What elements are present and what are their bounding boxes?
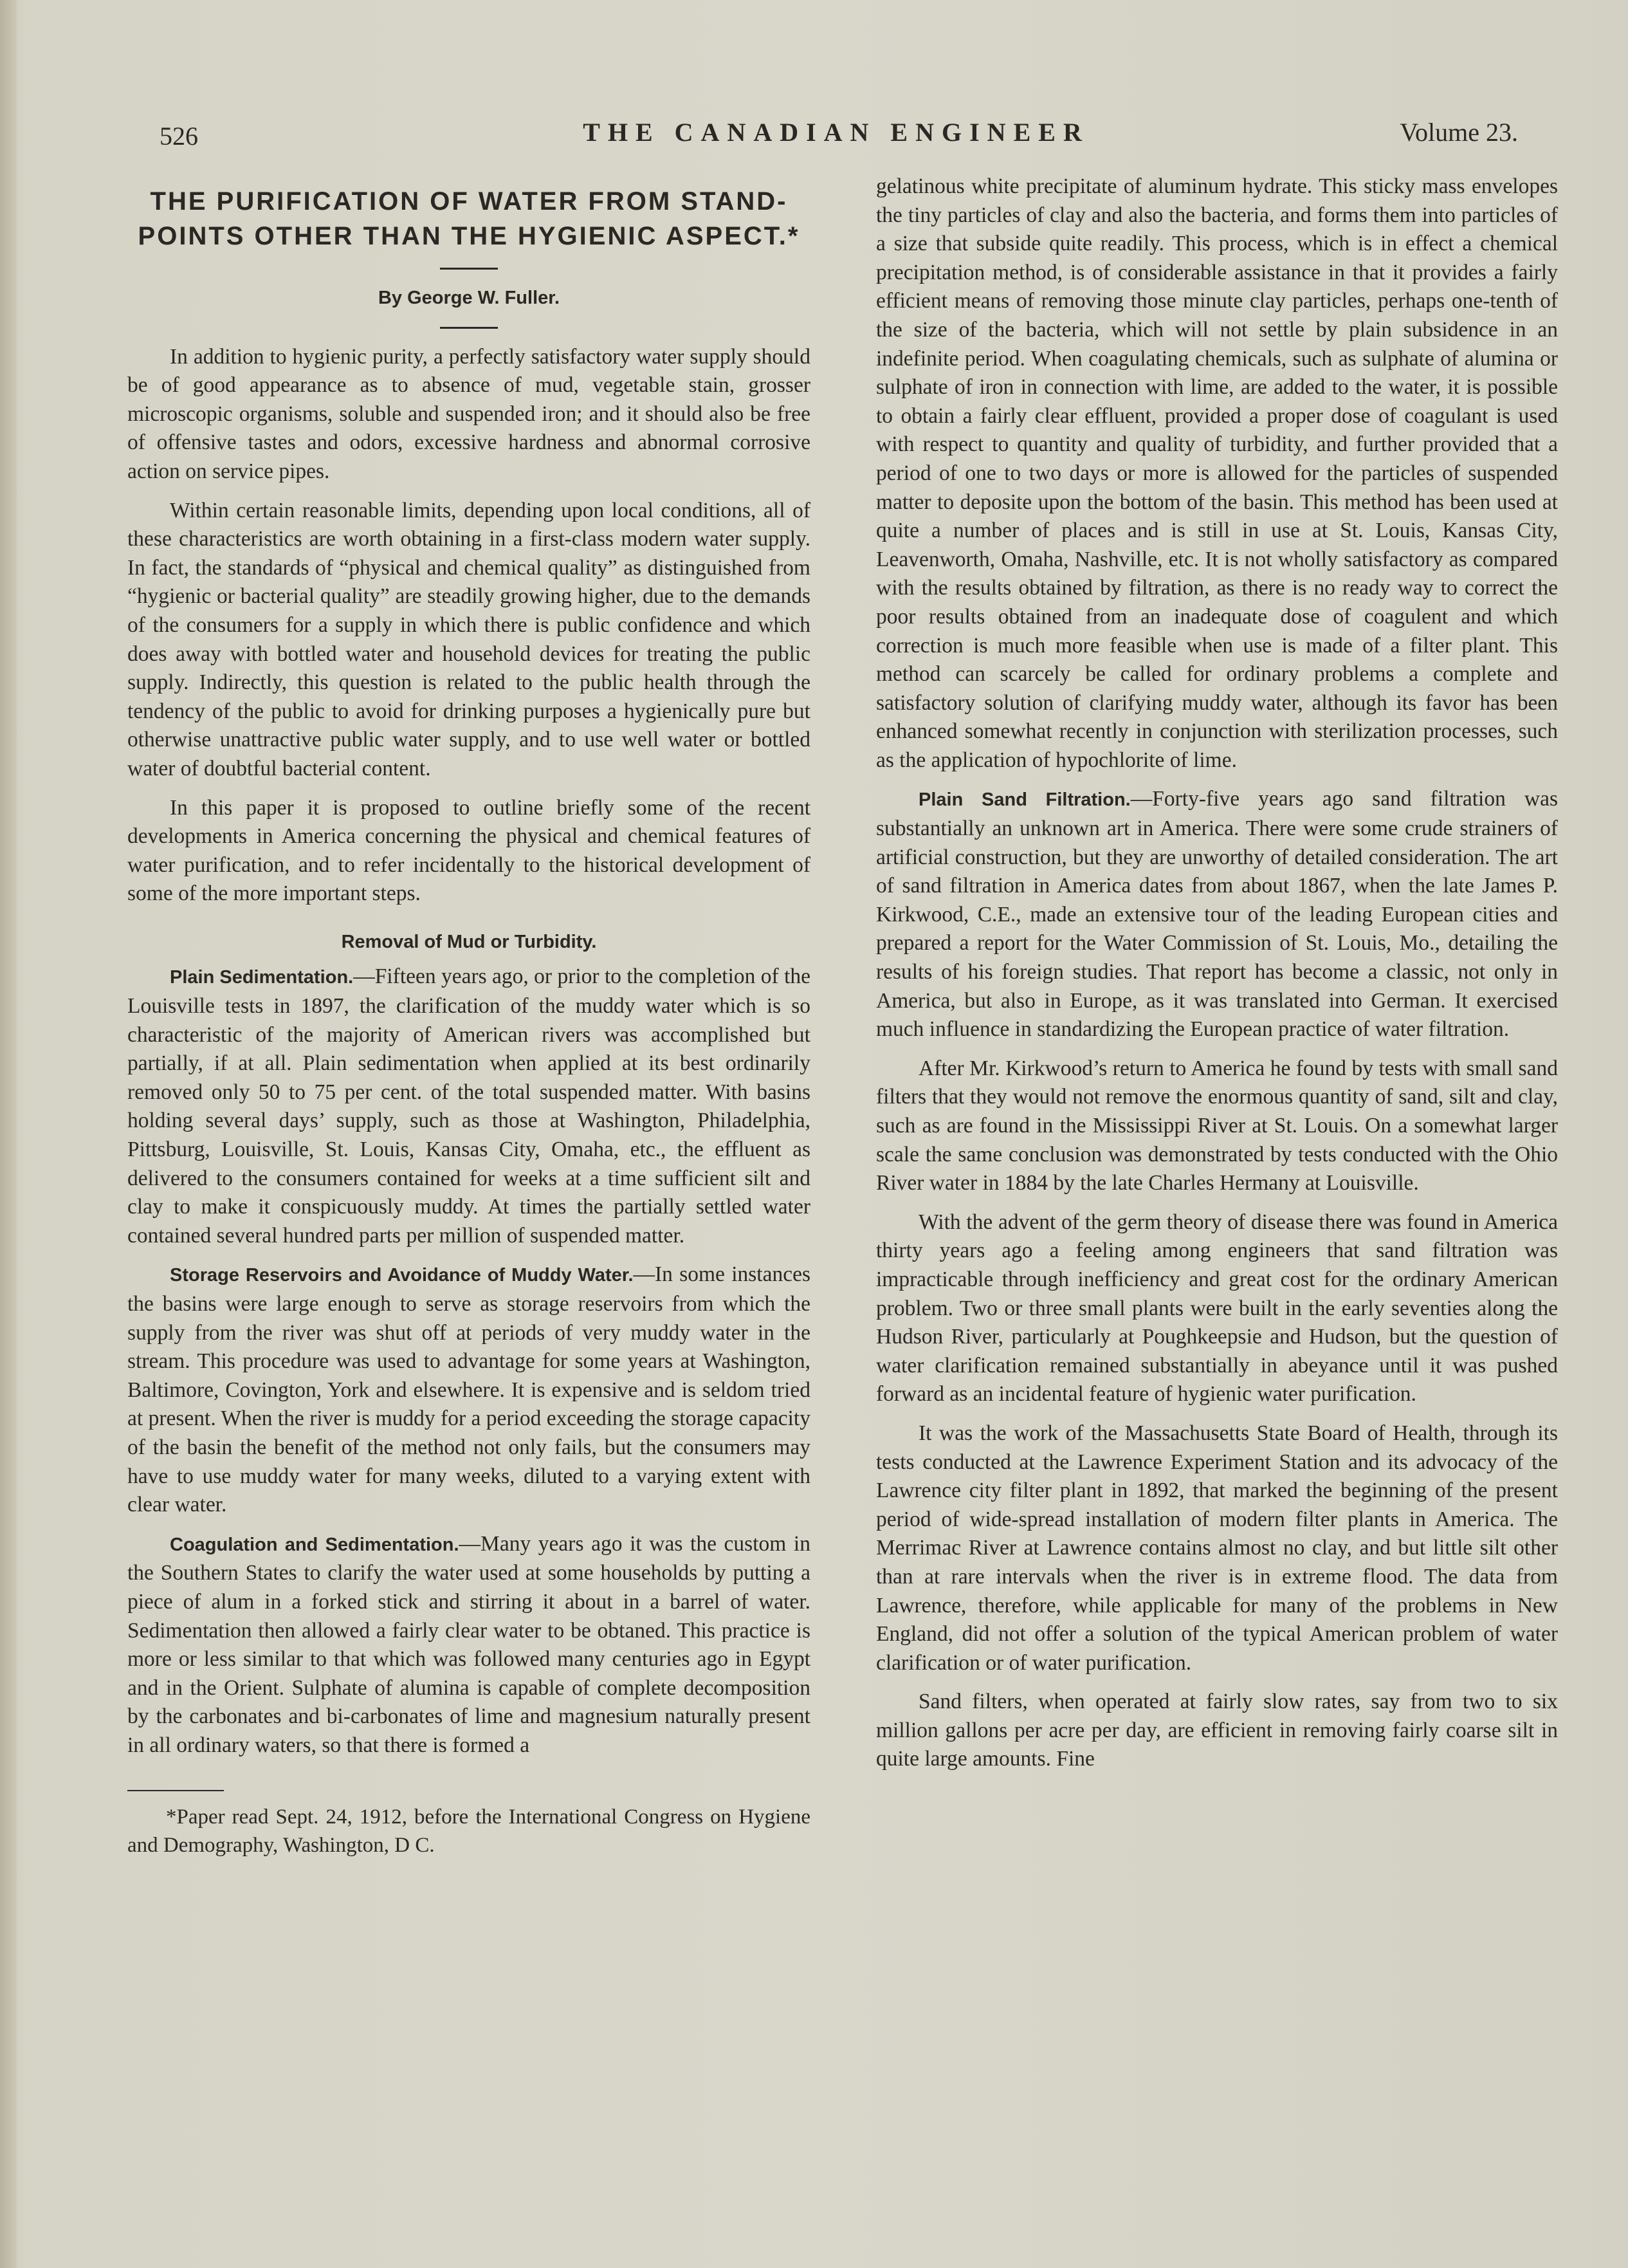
title-rule [440,268,498,270]
intro-paragraph-3: In this paper it is proposed to outline briefly some of the recent developments in America concerning the physical and chemical features of water purification, and to refer incidentally to the historical development of some of the more important steps. [127,795,810,906]
plain-sedimentation-head: Plain Sedimentation. [170,967,354,988]
running-head [154,115,1518,153]
sand-filtration-text: —Forty-five years ago sand filtration was substantially an unknown art in America. There were some crude strainers of artificial construction, but they are unworthy of detailed consideration. The art of sand filtration in America dates from about 1867, when the late James P. Kirkwood, C.E., made an extensive tour of the leading European cities and prepared a report for the Water Commission of St. Louis, Mo., detailing the results of his foreign studies. That report has become a classic, not only in America, but also in Europe, as it was translated into German. It exercised much influence in standardizing the European practice of water filtration. [876,787,1558,1042]
storage-head: Storage Reservoirs and Avoidance of Muddy Water. [170,1265,634,1286]
intro-paragraph-2: Within certain reasonable limits, depending upon local conditions, all of these characteristics are worth obtaining in a first-class modern water supply. In fact, the standards of “physical and chemical quality” as distinguished from “hygienic or bacterial quality” are steadily growing higher, due to the demands of the consumers for a supply in which there is public confidence and which does away with bottled water and household devices for treating the public supply. Indirectly, this question is related to the public health through the tendency of the public to avoid for drinking purposes a hygienically pure but otherwise unattractive public water supply, and to use well water or bottled water of doubtful bacterial content. [127,498,810,780]
footnote: *Paper read Sept. 24, 1912, before the International Congress on Hygiene and Demography, Washington, D C. [127,1805,810,1857]
right-column [876,172,1558,1774]
right-paragraph-2: With the advent of the germ theory of disease there was found in America thirty years ago a feeling among engineers that sand filtration was impracticable through inefficiency and great cost for the ordinary American problem. Two or three small plants were built in the early seventies along the Hudson River, particularly at Poughkeepsie and Hudson, but the question of water clarification remained substantially in abeyance until it was pushed forward as an incidental feature of hygienic water purification. [876,1210,1558,1406]
sand-filtration-paragraph [876,785,1558,1044]
coagulation-text: —Many years ago it was the custom in the Southern States to clarify the water used at some households by putting a piece of alum in a forked stick and stirring it about in a barrel of water. Sedimentation then allowed a fairly clear water to be obtaned. This practice is more or less similar to that which was followed many centuries ago in Egypt and in the Orient. Sulphate of alumina is capable of complete decomposition by the carbonates and bi-carbonates of lime and magnesium naturally present in all ordinary waters, so that there is formed a [127,1531,810,1757]
sand-filtration-head: Plain Sand Filtration. [919,789,1131,811]
article-title: THE PURIFICATION OF WATER FROM STAND-POINTS OTHER THAN THE HYGIENIC ASPECT.* [138,187,800,250]
journal-title: THE CANADIAN ENGINEER [583,118,1090,147]
article-byline: By George W. Fuller. [378,288,560,308]
storage-text: —In some instances the basins were large enough to serve as storage reservoirs from which the supply from the river was shut off at periods of very muddy water in the stream. This procedure was used to advantage for some years at Washington, Baltimore, Covington, York and elsewhere. It is expensive and is seldom tried at present. When the river is muddy for a period exceeding the storage capacity of the basin the benefit of the method not only fails, but the consumers may have to use muddy water for many weeks, diluted to a varying extent with clear water. [127,1262,810,1517]
coagulation-paragraph [127,1530,810,1760]
right-paragraph-3: It was the work of the Massachusetts State Board of Health, through its tests conducted at the Lawrence Experiment Station and its advocacy of the Lawrence city filter plant in 1892, that marked the beginning of the present period of wide-spread installation of modern filter plants in America. The Merrimac River at Lawrence contains almost no clay, and but little silt other than at rare intervals when the river is in extreme flood. The data from Lawrence, therefore, while applicable for many of the problems in New England, did not offer a solution of the typical American problem of water clarification or of water purification. [876,1421,1558,1675]
storage-paragraph [127,1260,810,1519]
page-number: 526 [160,122,198,151]
byline-rule [440,327,498,329]
plain-sedimentation-text: —Fifteen years ago, or prior to the completion of the Louisville tests in 1897, the clarification of the muddy water which is so characteristic of the majority of American rivers was accomplished but partially, if at all. Plain sedimentation when applied at its best ordinarily removed only 50 to 75 per cent. of the total suspended matter. With basins holding several days’ supply, such as those at Washington, Philadelphia, Pittsburg, Louisville, St. Louis, Kansas City, Omaha, etc., the effluent as delivered to the consumers contained for weeks at a time sufficient silt and clay to make it conspicuously muddy. At times the partially settled water contained several hundred parts per million of suspended matter. [127,964,810,1248]
intro-paragraph-1: In addition to hygienic purity, a perfectly satisfactory water supply should be of good appearance as to absence of mud, vegetable stain, grosser microscopic organisms, soluble and suspended iron; and it should also be free of offensive tastes and odors, excessive hardness and abnormal corrosive action on service pipes. [127,344,810,483]
volume-label: Volume 23. [1400,118,1518,147]
left-column [127,172,810,1859]
coagulation-continued: gelatinous white precipitate of aluminum hydrate. This sticky mass envelopes the tiny particles of clay and also the bacteria, and forms them into particles of a size that subside quite readily. This process, which is in effect a chemical precipitation method, is of considerable assistance in that it provides a fairly efficient means of removing those minute clay particles, perhaps one-tenth of the size of the bacteria, which will not settle by plain subsidence in an indefinite period. When coagulating chemicals, such as sulphate of alumina or sulphate of iron in connection with lime, are added to the water, it is possible to obtain a fairly clear effluent, provided a proper dose of coagulant is used with respect to quantity and quality of turbidity, and further provided that a period of one to two days or more is allowed for the particles of suspended matter to deposite upon the bottom of the basin. This method has been used at quite a number of places and is still in use at St. Louis, Kansas City, Leavenworth, Omaha, Nashville, etc. It is not wholly satisfactory as compared with the results obtained by filtration, as there is no ready way to correct the poor results obtained from an inadequate dose of coagulent and which correction is much more feasible when use is made of a filter plant. This method can scarcely be called for ordinary problems a complete and satisfactory solution of clarifying muddy water, although its favor has been enhanced somewhat recently in conjunction with sterilization processes, such as the application of hypochlorite of lime. [876,174,1558,772]
footnote-rule [127,1790,224,1791]
right-paragraph-4: Sand filters, when operated at fairly slow rates, say from two to six million gallons per acre per day, are efficient in removing fairly coarse silt in quite large amounts. Fine [876,1690,1558,1771]
section-heading: Removal of Mud or Turbidity. [341,931,597,952]
page-edge [0,0,17,2268]
right-paragraph-1: After Mr. Kirkwood’s return to America he found by tests with small sand filters that they would not remove the enormous quantity of sand, silt and clay, such as are found in the Mississippi River at St. Louis. On a somewhat larger scale the same conclusion was demonstrated by tests conducted with the Ohio River water in 1884 by the late Charles Hermany at Louisville. [876,1056,1558,1195]
coagulation-head: Coagulation and Sedimentation. [170,1534,459,1555]
plain-sedimentation-paragraph [127,963,810,1250]
